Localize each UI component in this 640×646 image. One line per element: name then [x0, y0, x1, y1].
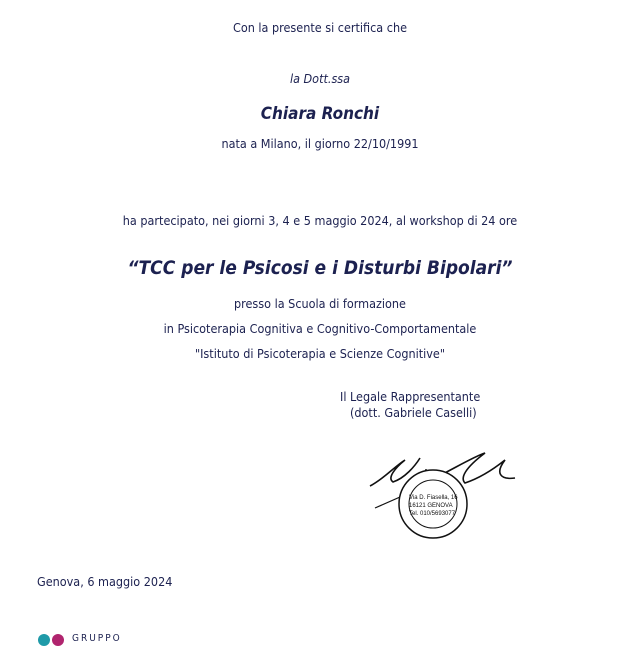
stamp-address-1: Via D. Fiasella, 16	[409, 495, 458, 501]
signatory-name: (dott. Gabriele Caselli)	[350, 405, 477, 420]
intro-text: Con la presente si certifica che	[232, 20, 407, 35]
recipient-name: Chiara Ronchi	[260, 104, 380, 124]
logo-magenta-circle-icon	[52, 634, 64, 646]
signatory-role: Il Legale Rappresentante	[340, 389, 481, 404]
workshop-title: “TCC per le Psicosi e i Disturbi Bipolari”	[127, 257, 513, 279]
birth-info: nata a Milano, il giorno 22/10/1991	[221, 136, 419, 151]
logo-text: GRUPPO	[72, 633, 122, 644]
honorific: la Dott.ssa	[289, 71, 351, 86]
stamp-address-2: 16121 GENOVA	[409, 503, 453, 509]
logo-teal-circle-icon	[38, 634, 50, 646]
signature-stamp	[365, 448, 525, 548]
school-line-1: presso la Scuola di formazione	[234, 296, 406, 311]
school-line-2: in Psicoterapia Cognitiva e Cognitivo-Comportamentale	[163, 321, 477, 336]
school-line-3: "Istituto di Psicoterapia e Scienze Cognitive"	[194, 346, 446, 361]
participation-text: ha partecipato, nei giorni 3, 4 e 5 maggio 2024, al workshop di 24 ore	[122, 213, 518, 228]
stamp-phone: Tel. 010/5693077	[409, 511, 456, 517]
place-date: Genova, 6 maggio 2024	[37, 574, 173, 589]
